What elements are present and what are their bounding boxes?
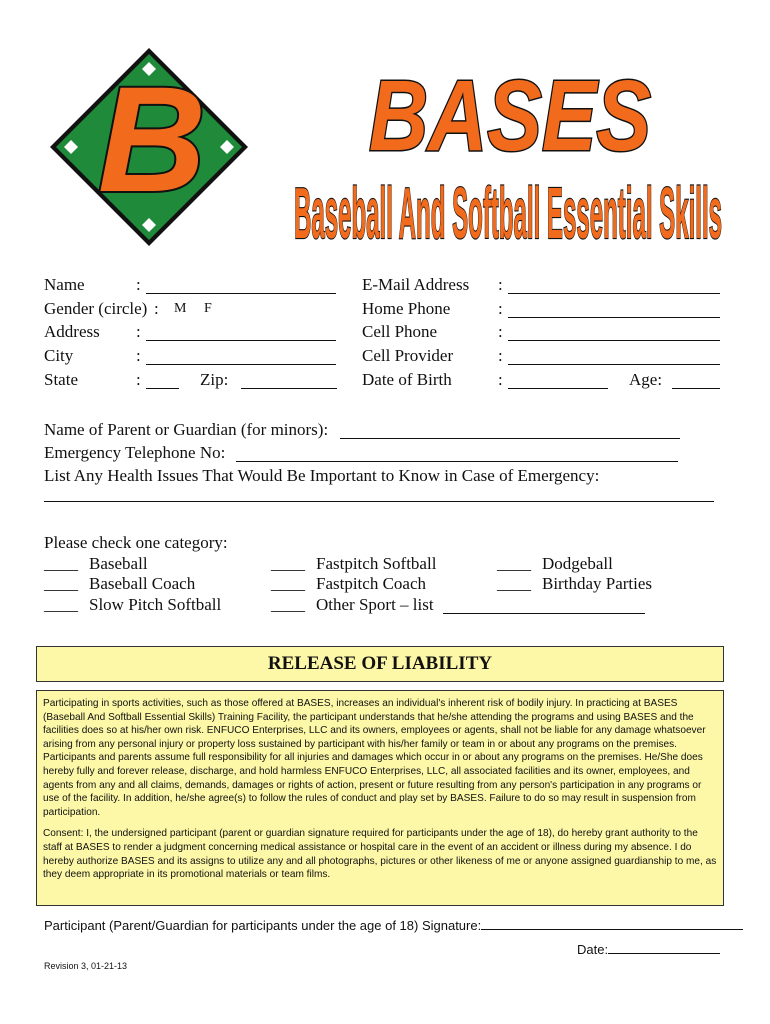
- home-phone-label: Home Phone: [362, 299, 451, 318]
- revision-note: Revision 3, 01-21-13: [44, 961, 128, 971]
- gender-label: Gender (circle): [44, 299, 148, 318]
- category-label: Slow Pitch Softball: [89, 595, 222, 614]
- age-label: Age:: [629, 370, 663, 389]
- guardian-field[interactable]: [340, 421, 680, 439]
- gender-options[interactable]: M F: [174, 301, 212, 316]
- email-sep: :: [498, 275, 503, 294]
- category-label: Dodgeball: [542, 554, 613, 573]
- category-label: Other Sport – list: [316, 595, 434, 614]
- consent-paragraph: Consent: I, the undersigned participant (parent or guardian signature required for participants under the age of 18), do hereby grant authority to the staff at BASES to render a judgment concerning medical assistance or hospital care in the event of an accident or illness during my absence. I do hereby authorize BASES and its assigns to utilize any and all photographs, pictures or other likeness of me or anyone assigned guardianship to me, as they deem appropriate in its promotional materials or team films.: [43, 828, 717, 881]
- logo-title-text: BASES: [369, 60, 651, 172]
- dob-sep: :: [498, 370, 503, 389]
- name-label: Name: [44, 275, 85, 294]
- check-blank[interactable]: ____: [44, 574, 78, 593]
- signature-row: [44, 917, 743, 933]
- logo-letter: B: [97, 55, 207, 223]
- state-label: State: [44, 370, 78, 389]
- age-field[interactable]: [672, 371, 720, 389]
- gender-sep: :: [154, 299, 159, 318]
- emergency-field[interactable]: [236, 444, 678, 462]
- category-label: Baseball Coach: [89, 574, 196, 593]
- address-sep: :: [136, 322, 141, 341]
- date-label: Date:: [577, 942, 609, 957]
- check-blank[interactable]: ____: [271, 574, 305, 593]
- category-label: Baseball: [89, 554, 148, 573]
- check-blank[interactable]: ____: [44, 554, 78, 573]
- home-phone-sep: :: [498, 299, 503, 318]
- check-blank[interactable]: ____: [497, 574, 531, 593]
- category-label: Birthday Parties: [542, 574, 653, 593]
- category-label: Fastpitch Softball: [316, 554, 437, 573]
- cell-phone-sep: :: [498, 322, 503, 341]
- date-field[interactable]: [608, 941, 720, 954]
- signature-label: Participant (Parent/Guardian for participants under the age of 18) Signature:: [44, 918, 482, 933]
- check-blank[interactable]: ____: [271, 595, 305, 614]
- cell-phone-field[interactable]: [508, 323, 720, 341]
- zip-label: Zip:: [200, 370, 229, 389]
- state-sep: :: [136, 370, 141, 389]
- check-blank[interactable]: ____: [44, 595, 78, 614]
- bases-diamond-logo: [48, 46, 250, 248]
- dob-label: Date of Birth: [362, 370, 452, 389]
- address-label: Address: [44, 322, 100, 341]
- cell-phone-label: Cell Phone: [362, 322, 438, 341]
- name-field[interactable]: [146, 276, 336, 294]
- cell-provider-label: Cell Provider: [362, 346, 454, 365]
- email-label: E-Mail Address: [362, 275, 470, 294]
- release-paragraph: Participating in sports activities, such as those offered at BASES, increases an individual's inherent risk of bodily injury. In practicing at BASES (Baseball And Softball Essential Skills) Training Facility, the participant understands that he/she attending the programs and using BASES and the facilities does so at his/her own risk. ENFUCO Enterprises, LLC and its owners, employees or agents, shall not be liable for any damage whatsoever arising from any personal injury or property loss sustained by participant with his/her family or team in or about any programs on the premises. Participants and parents assume full responsibility for all injuries and damages which occur in or about any programs on the premises. He/She does hereby fully and forever release, discharge, and hold harmless ENFUCO Enterprises, LLC, all associated facilities and its owner, employees, and agents from any and all claims, demands, damages or rights of action, present or future resulting from any person's participation in any programs or use of the facility. In addition, he/she agree(s) to follow the rules of conduct and play set by BASES. Failure to do so may result in suspension from participation.: [43, 698, 706, 818]
- check-blank[interactable]: ____: [271, 554, 305, 573]
- category-label: Fastpitch Coach: [316, 574, 427, 593]
- bases-subtitle-logo: [288, 162, 728, 252]
- home-phone-field[interactable]: [508, 300, 720, 318]
- city-field[interactable]: [146, 347, 336, 365]
- bases-title-logo: [365, 58, 655, 172]
- category-heading: Please check one category:: [44, 533, 228, 552]
- date-row: [577, 941, 720, 957]
- zip-field[interactable]: [241, 371, 337, 389]
- address-field[interactable]: [146, 323, 336, 341]
- guardian-label: Name of Parent or Guardian (for minors):: [44, 420, 329, 439]
- email-field[interactable]: [508, 276, 720, 294]
- health-label: List Any Health Issues That Would Be Important to Know in Case of Emergency:: [44, 466, 600, 485]
- emergency-label: Emergency Telephone No:: [44, 443, 226, 462]
- name-sep: :: [136, 275, 141, 294]
- dob-field[interactable]: [508, 371, 608, 389]
- other-sport-field[interactable]: [443, 596, 645, 614]
- release-text: [36, 690, 724, 906]
- cell-provider-sep: :: [498, 346, 503, 365]
- signature-field[interactable]: [481, 917, 743, 930]
- check-blank[interactable]: ____: [497, 554, 531, 573]
- logo-subtitle-text: Baseball And Softball Essential Skills: [294, 174, 722, 254]
- city-label: City: [44, 346, 74, 365]
- health-field[interactable]: [44, 485, 714, 502]
- state-field[interactable]: [146, 371, 179, 389]
- cell-provider-field[interactable]: [508, 347, 720, 365]
- city-sep: :: [136, 346, 141, 365]
- release-title: RELEASE OF LIABILITY: [36, 646, 724, 682]
